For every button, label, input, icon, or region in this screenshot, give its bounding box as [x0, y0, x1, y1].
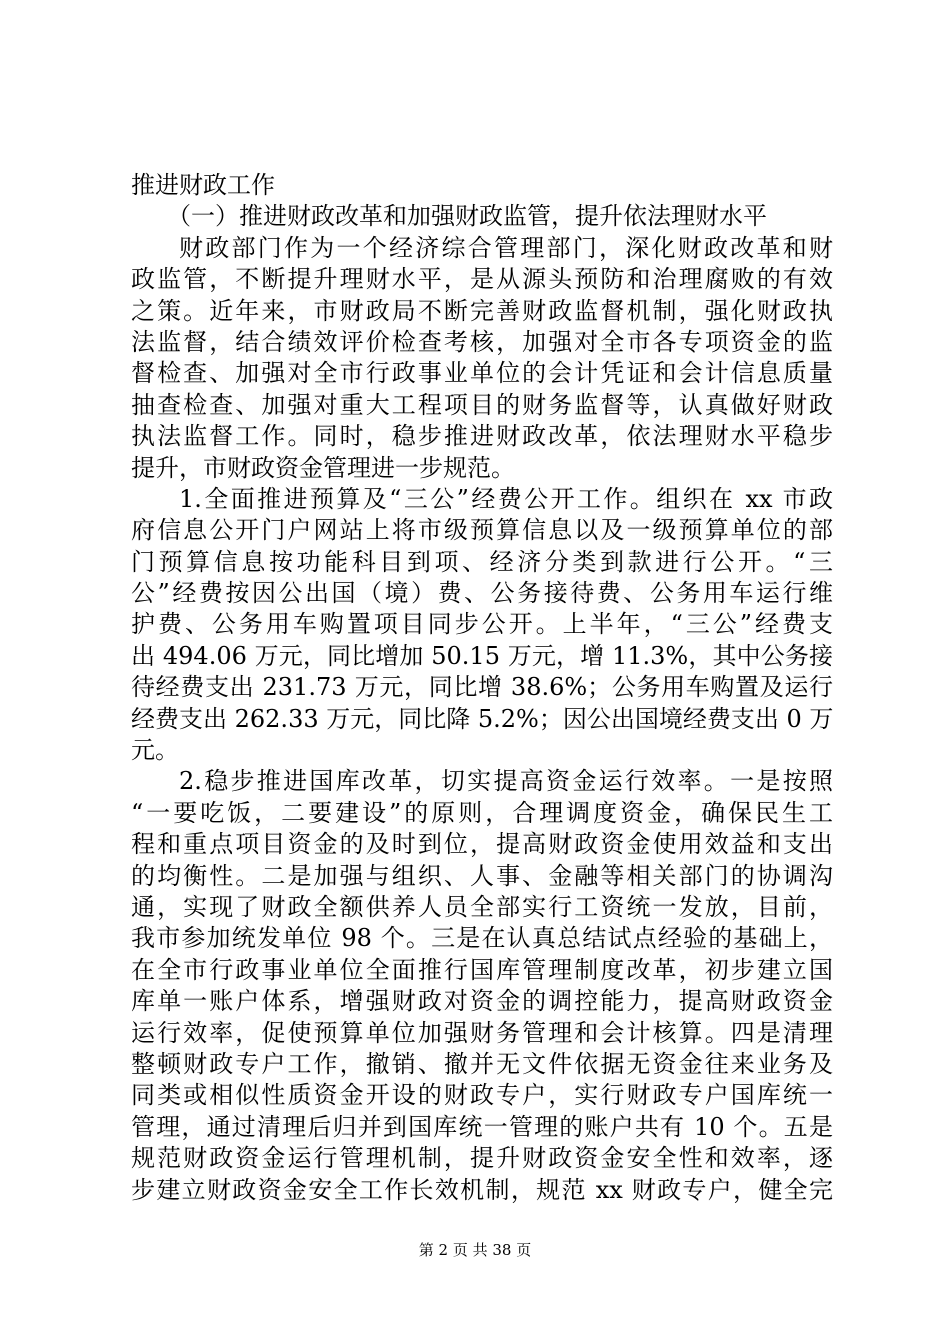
text-line: 门预算信息按功能科目到项、经济分类到款进行公开。“三: [131, 547, 833, 576]
text-line: 经费支出 262.33 万元，同比降 5.2%；因公出国境经费支出 0 万: [131, 704, 834, 733]
text-line: 2.稳步推进国库改革，切实提高资金运行效率。一是按照: [179, 767, 833, 796]
text-line: 执法监督工作。同时，稳步推进财政改革，依法理财水平稳步: [131, 422, 833, 451]
text-line: 之策。近年来，市财政局不断完善财政监督机制，强化财政执: [131, 296, 833, 325]
text-line: 在全市行政事业单位全面推行国库管理制度改革，初步建立国: [131, 955, 833, 984]
text-line: 督检查、加强对全市行政事业单位的会计凭证和会计信息质量: [131, 359, 833, 388]
text-line: 我市参加统发单位 98 个。三是在认真总结试点经验的基础上，: [131, 924, 833, 953]
text-line: 元。: [131, 736, 179, 765]
text-line: 规范财政资金运行管理机制，提升财政资金安全性和效率，逐: [131, 1144, 833, 1173]
text-line: 管理，通过清理后归并到国库统一管理的账户共有 10 个。五是: [131, 1112, 833, 1141]
text-line: 法监督，结合绩效评价检查考核，加强对全市各专项资金的监: [131, 327, 833, 356]
text-line: 通，实现了财政全额供养人员全部实行工资统一发放，目前，: [131, 892, 833, 921]
text-line: 公”经费按因公出国（境）费、公务接待费、公务用车运行维: [131, 579, 833, 608]
page-footer: 第 2 页 共 38 页: [418, 1241, 532, 1259]
text-line: 程和重点项目资金的及时到位，提高财政资金使用效益和支出: [131, 830, 833, 859]
text-line: 政监管，不断提升理财水平，是从源头预防和治理腐败的有效: [131, 265, 833, 294]
text-line: 运行效率，促使预算单位加强财务管理和会计核算。四是清理: [131, 1018, 833, 1047]
text-line: 1.全面推进预算及“三公”经费公开工作。组织在 xx 市政: [179, 484, 833, 513]
text-line: 护费、公务用车购置项目同步公开。上半年，“三公”经费支: [131, 610, 833, 639]
text-line: 府信息公开门户网站上将市级预算信息以及一级预算单位的部: [131, 516, 833, 545]
text-line: 推进财政工作: [131, 171, 275, 199]
text-line: 步建立财政资金安全工作长效机制，规范 xx 财政专户，健全完: [131, 1175, 833, 1204]
text-line: 出 494.06 万元，同比增加 50.15 万元，增 11.3%，其中公务接: [131, 641, 833, 670]
text-line: 抽查检查、加强对重大工程项目的财务监督等，认真做好财政: [131, 390, 833, 419]
text-line: 库单一账户体系，增强财政对资金的调控能力，提高财政资金: [131, 987, 833, 1016]
text-line: “一要吃饭，二要建设”的原则，合理调度资金，确保民生工: [131, 798, 833, 827]
text-line: 财政部门作为一个经济综合管理部门，深化财政改革和财: [179, 233, 833, 262]
text-line: （一）推进财政改革和加强财政监管，提升依法理财水平: [167, 202, 767, 231]
text-line: 待经费支出 231.73 万元，同比增 38.6%；公务用车购置及运行: [131, 673, 833, 702]
text-line: 整顿财政专户工作，撤销、撤并无文件依据无资金往来业务及: [131, 1049, 833, 1078]
body-text: [131, 170, 833, 1206]
text-line: 同类或相似性质资金开设的财政专户，实行财政专户国库统一: [131, 1081, 833, 1110]
text-line: 的均衡性。二是加强与组织、人事、金融等相关部门的协调沟: [131, 861, 833, 890]
text-line: 提升，市财政资金管理进一步规范。: [131, 453, 515, 482]
